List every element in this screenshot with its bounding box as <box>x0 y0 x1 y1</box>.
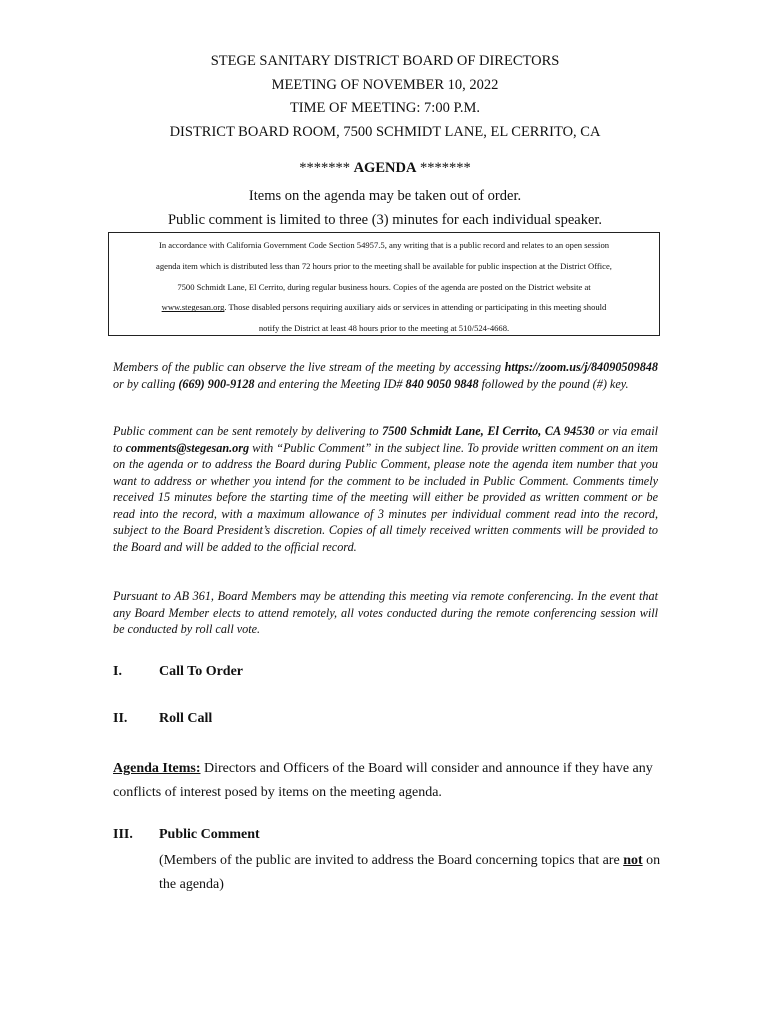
public-record-notice <box>108 232 660 336</box>
agenda-item-roll-call <box>113 711 212 727</box>
notice-text: . Those disabled persons requiring auxiliary aids or services in attending or participating in this meeting should <box>224 302 607 313</box>
meeting-header <box>0 50 770 144</box>
district-address: 7500 Schmidt Lane, El Cerrito, CA 94530 <box>382 424 595 438</box>
notice-line <box>115 297 653 318</box>
notice-line: 7500 Schmidt Lane, El Cerrito, during regular business hours. Copies of the agenda are posted on the District website at <box>177 281 591 292</box>
item-number: III. <box>113 827 133 842</box>
meeting-date: MEETING OF NOVEMBER 10, 2022 <box>271 76 499 93</box>
notice-line: agenda item which is distributed less than 72 hours prior to the meeting shall be available for public inspection at the District Office, <box>156 260 612 271</box>
agenda-stars-left: ******* <box>299 160 354 176</box>
district-title: STEGE SANITARY DISTRICT BOARD OF DIRECTORS <box>210 53 560 69</box>
notice-line: notify the District at least 48 hours prior to the meeting at 510/524-4668. <box>258 323 510 334</box>
text: or by calling <box>113 376 179 391</box>
text: and entering the Meeting ID# <box>254 376 406 391</box>
order-note: Items on the agenda may be taken out of order. <box>248 188 522 204</box>
meeting-id: 840 9050 9848 <box>405 376 479 391</box>
text: on the agenda) <box>159 853 661 892</box>
agenda-intro <box>0 184 770 232</box>
item-title: Call To Order <box>159 664 244 679</box>
item-number: II. <box>113 711 128 726</box>
text: or via email to <box>113 424 659 455</box>
agenda-stars-right: ******* <box>416 160 471 176</box>
item-title: Roll Call <box>159 711 213 726</box>
meeting-time: TIME OF MEETING: 7:00 P.M. <box>289 100 481 116</box>
text: Public comment can be sent remotely by delivering to <box>113 424 383 438</box>
agenda-word: AGENDA <box>353 160 417 176</box>
live-stream-paragraph <box>113 359 658 392</box>
public-comment-description <box>159 849 669 896</box>
agenda-heading <box>0 160 770 177</box>
agenda-items-statement <box>113 757 663 804</box>
agenda-item-public-comment <box>113 827 260 843</box>
meeting-location: DISTRICT BOARD ROOM, 7500 SCHMIDT LANE, EL CERRITO, CA <box>169 123 601 140</box>
phone-number: (669) 900-9128 <box>178 376 255 391</box>
district-website-link[interactable]: www.stegesan.org <box>161 302 225 313</box>
notice-line: In accordance with California Government Code Section 54957.5, any writing that is a public record and relates to an open session <box>158 240 610 250</box>
zoom-link[interactable]: https://zoom.us/j/84090509848 <box>504 360 658 374</box>
agenda-items-text: Directors and Officers of the Board will consider and announce if they have any conflicts of interest posed by items on the meeting agenda. <box>113 761 653 800</box>
comment-email-link[interactable]: comments@stegesan.org <box>125 440 250 455</box>
text: Members of the public can observe the live stream of the meeting by accessing <box>113 360 505 374</box>
item-title: Public Comment <box>159 827 260 842</box>
text: (Members of the public are invited to address the Board concerning topics that are <box>159 853 624 868</box>
agenda-item-call-to-order <box>113 664 243 680</box>
remote-comment-paragraph <box>113 423 658 555</box>
text: followed by the pound (#) key. <box>478 376 629 391</box>
text: with “Public Comment” in the subject line. To provide written comment on an item on the agenda or to address the Board during Public Comment, please note the agenda item number that you want to address or whether you intend for the comment to be included in Public Comment. Comments timely received 15 minutes before the starting time of the meeting will either be provided as written comment or be read into the record, with a maximum allowance of 3 minutes per individual comment read into the record, subject to the Board President’s discretion. Copies of all timely received written comments will be provided to the Board and will be added to the official record. <box>113 440 658 554</box>
ab361-paragraph: Pursuant to AB 361, Board Members may be attending this meeting via remote conferencing. In the event that any Board Member elects to attend remotely, all votes conducted during the remote conferencing session will be conducted by roll call vote. <box>113 589 658 636</box>
emphasis-not: not <box>623 853 643 868</box>
agenda-items-label: Agenda Items: <box>113 761 201 776</box>
comment-limit-note: Public comment is limited to three (3) minutes for each individual speaker. <box>167 212 603 228</box>
item-number: I. <box>113 664 122 679</box>
